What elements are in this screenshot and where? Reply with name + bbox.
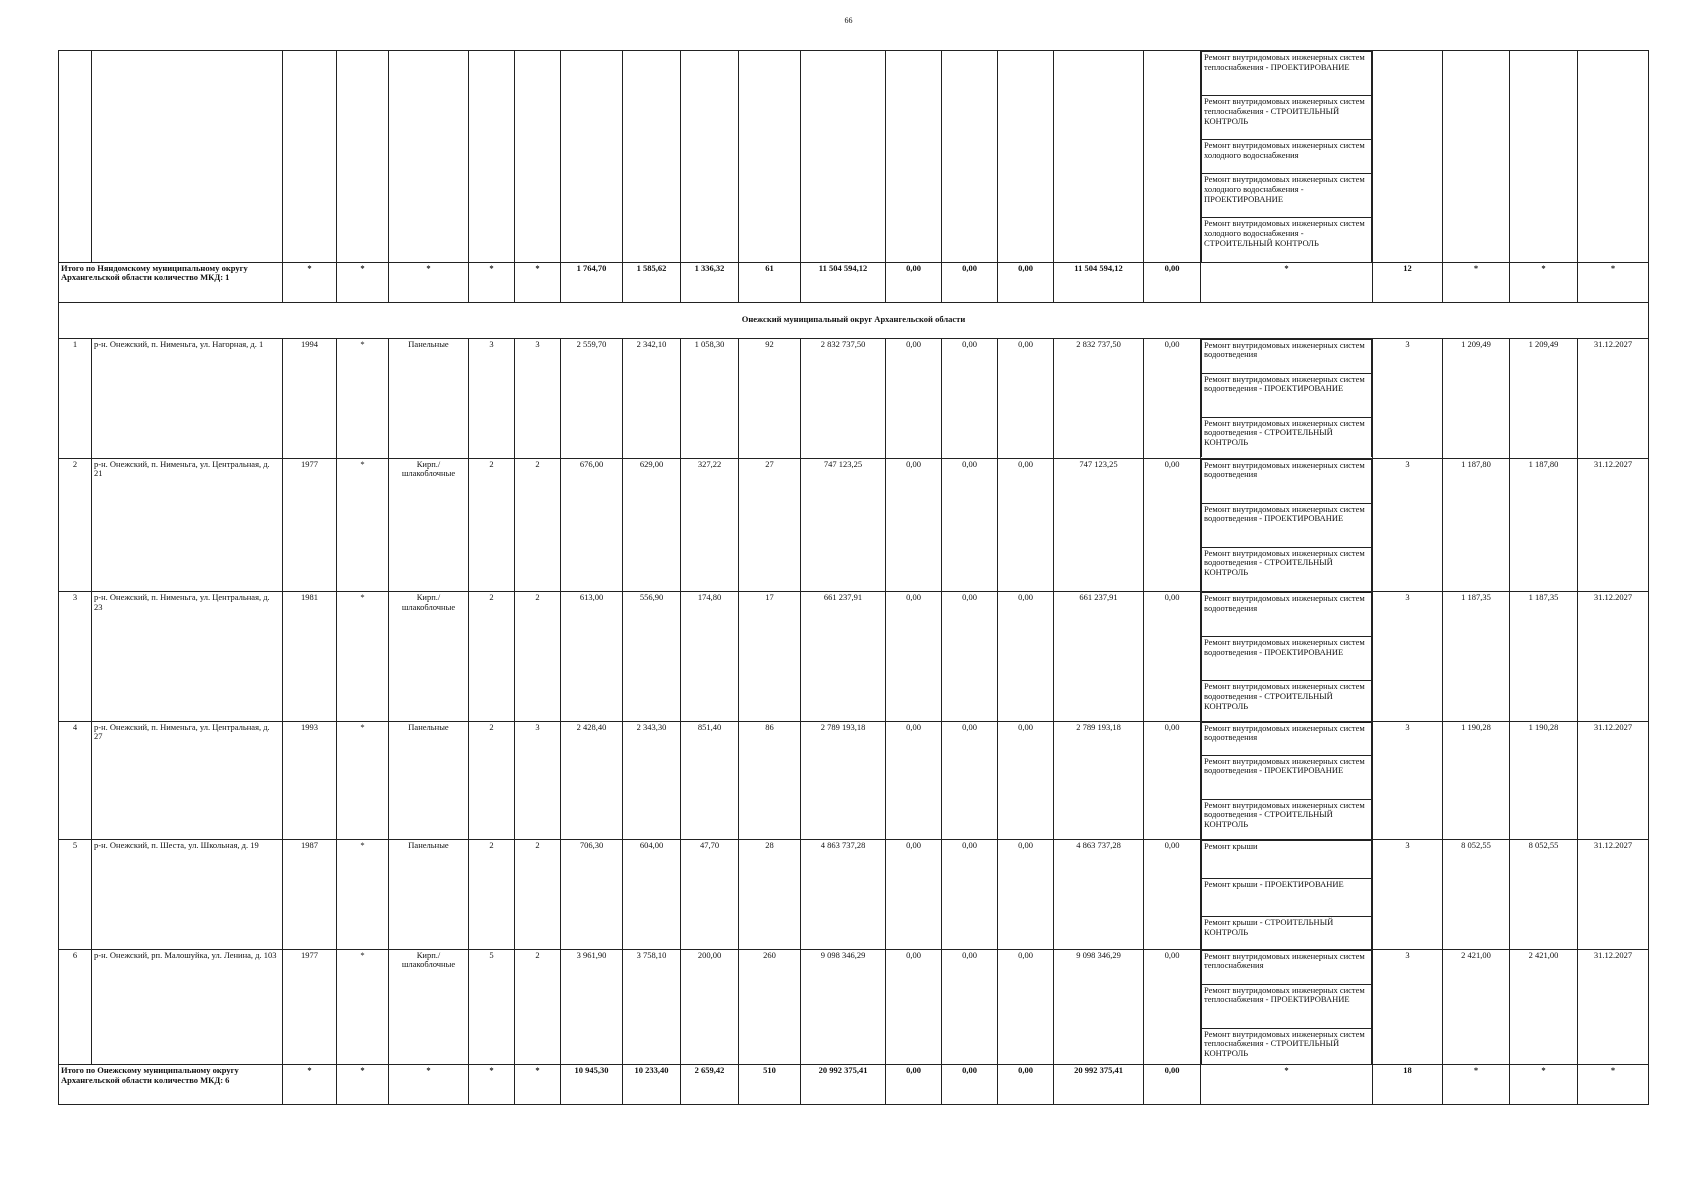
cell-u2: 1 209,49 xyxy=(1510,338,1578,458)
cell-f2: 0,00 xyxy=(942,840,998,950)
works-cell xyxy=(1201,592,1373,722)
total-cell-count: 18 xyxy=(1373,1065,1443,1105)
cell-c2: * xyxy=(337,592,389,722)
cell-c2: * xyxy=(337,949,389,1065)
cell-f2: 0,00 xyxy=(942,458,998,592)
works-cell xyxy=(1201,51,1373,263)
work-item: Ремонт внутридомовых инженерных систем водоотведения - ПРОЕКТИРОВАНИЕ xyxy=(1202,503,1372,547)
cell-address: р-н. Онежский, п. Нименьга, ул. Нагорная, д. 1 xyxy=(92,338,283,458)
total-cell-area_other: 2 659,42 xyxy=(681,1065,739,1105)
cell-u2: 8 052,55 xyxy=(1510,840,1578,950)
works-list xyxy=(1201,51,1372,262)
cell-a1: 3 961,90 xyxy=(561,949,623,1065)
cell-f5: 0,00 xyxy=(1144,721,1201,840)
cell-floors: 2 xyxy=(469,840,515,950)
cell-address: р-н. Онежский, п. Нименьга, ул. Центральная, д. 27 xyxy=(92,721,283,840)
cell-a1: 613,00 xyxy=(561,592,623,722)
cell-date: 31.12.2027 xyxy=(1578,458,1649,592)
cell-floors: 5 xyxy=(469,949,515,1065)
cell-res: 92 xyxy=(739,338,801,458)
works-list xyxy=(1201,722,1372,840)
cell-floors: 2 xyxy=(469,592,515,722)
cell-a1: 2 559,70 xyxy=(561,338,623,458)
work-item: Ремонт внутридомовых инженерных систем водоотведения xyxy=(1202,339,1372,373)
total-label: Итого по Няндомскому муниципальному округу Архангельской области количество МКД: 1 xyxy=(59,262,283,302)
cell-year: 1977 xyxy=(283,458,337,592)
cell-year: 1994 xyxy=(283,338,337,458)
cell-a2: 2 343,30 xyxy=(623,721,681,840)
cell-res: 17 xyxy=(739,592,801,722)
works-cell xyxy=(1201,721,1373,840)
cell-u1: 1 190,28 xyxy=(1443,721,1510,840)
table-row xyxy=(59,458,1649,592)
total-cell-residents: 510 xyxy=(739,1065,801,1105)
cell-num: 5 xyxy=(59,840,92,950)
cell-c2: * xyxy=(337,458,389,592)
total-cell-area_residential: 10 233,40 xyxy=(623,1065,681,1105)
work-item: Ремонт внутридомовых инженерных систем водоотведения xyxy=(1202,722,1372,755)
cell-material: Панельные xyxy=(389,840,469,950)
cell-material: Панельные xyxy=(389,338,469,458)
work-item: Ремонт внутридомовых инженерных систем теплоснабжения - СТРОИТЕЛЬНЫЙ КОНТРОЛЬ xyxy=(1202,1028,1372,1064)
cell-res: 260 xyxy=(739,949,801,1065)
cell-date: 31.12.2027 xyxy=(1578,949,1649,1065)
total-cell-c2: * xyxy=(337,1065,389,1105)
cell-date: 31.12.2027 xyxy=(1578,721,1649,840)
cell-a3: 327,22 xyxy=(681,458,739,592)
total-row-nyandoma: Итого по Няндомскому муниципальному округу Архангельской области количество МКД: 1 * * * * * 1 764,70 1 585,62 1 336,32 61 11 504 594,12 0,00 0,00 0,00 11 504 594,12 0,00 * 12 * * * xyxy=(59,262,1649,302)
cell-cnt: 3 xyxy=(1373,840,1443,950)
total-label: Итого по Онежскому муниципальному округу Архангельской области количество МКД: 6 xyxy=(59,1065,283,1105)
work-item: Ремонт внутридомовых инженерных систем водоотведения - ПРОЕКТИРОВАНИЕ xyxy=(1202,373,1372,417)
cell-f5: 0,00 xyxy=(1144,949,1201,1065)
total-cell-c4: * xyxy=(469,1065,515,1105)
cell-a1: 706,30 xyxy=(561,840,623,950)
work-item: Ремонт крыши - СТРОИТЕЛЬНЫЙ КОНТРОЛЬ xyxy=(1202,917,1372,949)
total-cell-f5: 0,00 xyxy=(1144,1065,1201,1105)
cell-cnt: 3 xyxy=(1373,592,1443,722)
work-item: Ремонт внутридомовых инженерных систем водоотведения xyxy=(1202,593,1372,637)
table-row xyxy=(59,721,1649,840)
cell-f4: 661 237,91 xyxy=(1054,592,1144,722)
total-cell-f4: 20 992 375,41 xyxy=(1054,1065,1144,1105)
cell-date: 31.12.2027 xyxy=(1578,592,1649,722)
works-cell xyxy=(1201,949,1373,1065)
total-cell-f1: 0,00 xyxy=(886,1065,942,1105)
page-number: 66 xyxy=(844,16,853,25)
cell-entrances: 3 xyxy=(515,338,561,458)
cell-cost: 2 832 737,50 xyxy=(801,338,886,458)
cell-entrances: 3 xyxy=(515,721,561,840)
cell-c2: * xyxy=(337,721,389,840)
section-header xyxy=(59,302,1649,338)
cell-f3: 0,00 xyxy=(998,721,1054,840)
cell-a3: 47,70 xyxy=(681,840,739,950)
cell-f1: 0,00 xyxy=(886,592,942,722)
cell-year: 1977 xyxy=(283,949,337,1065)
cell-f4: 4 863 737,28 xyxy=(1054,840,1144,950)
work-item: Ремонт внутридомовых инженерных систем теплоснабжения xyxy=(1202,950,1372,984)
cell-cost: 2 789 193,18 xyxy=(801,721,886,840)
work-item: Ремонт внутридомовых инженерных систем водоотведения - СТРОИТЕЛЬНЫЙ КОНТРОЛЬ xyxy=(1202,547,1372,591)
cell-cost: 9 098 346,29 xyxy=(801,949,886,1065)
cell-f2: 0,00 xyxy=(942,949,998,1065)
cell-f1: 0,00 xyxy=(886,840,942,950)
works-cell xyxy=(1201,840,1373,950)
work-item: Ремонт внутридомовых инженерных систем теплоснабжения - ПРОЕКТИРОВАНИЕ xyxy=(1202,52,1372,96)
cell-num: 6 xyxy=(59,949,92,1065)
cell-date: 31.12.2027 xyxy=(1578,840,1649,950)
cell-material: Кирп./ шлакоблочные xyxy=(389,458,469,592)
cell-f4: 9 098 346,29 xyxy=(1054,949,1144,1065)
cell-a2: 604,00 xyxy=(623,840,681,950)
total-cell-f2: 0,00 xyxy=(942,1065,998,1105)
cell-cost: 747 123,25 xyxy=(801,458,886,592)
works-cell xyxy=(1201,458,1373,592)
cell-cost: 661 237,91 xyxy=(801,592,886,722)
table-row xyxy=(59,592,1649,722)
cell-f1: 0,00 xyxy=(886,721,942,840)
table-row xyxy=(59,840,1649,950)
cell-address: р-н. Онежский, п. Нименьга, ул. Центральная, д. 21 xyxy=(92,458,283,592)
cell-f1: 0,00 xyxy=(886,949,942,1065)
work-item: Ремонт крыши - ПРОЕКТИРОВАНИЕ xyxy=(1202,879,1372,917)
cell-a3: 1 058,30 xyxy=(681,338,739,458)
cell-entrances: 2 xyxy=(515,592,561,722)
total-cell-cost_total: 20 992 375,41 xyxy=(801,1065,886,1105)
works-list xyxy=(1201,592,1372,721)
cell-a3: 174,80 xyxy=(681,592,739,722)
cell-f2: 0,00 xyxy=(942,592,998,722)
work-item: Ремонт внутридомовых инженерных систем водоотведения - СТРОИТЕЛЬНЫЙ КОНТРОЛЬ xyxy=(1202,681,1372,721)
cell-f3: 0,00 xyxy=(998,840,1054,950)
cell-f1: 0,00 xyxy=(886,338,942,458)
total-cell-c3: * xyxy=(389,1065,469,1105)
cell-a2: 2 342,10 xyxy=(623,338,681,458)
cell-address: р-н. Онежский, п. Шеста, ул. Школьная, д. 19 xyxy=(92,840,283,950)
cell-entrances: 2 xyxy=(515,949,561,1065)
cell-date: 31.12.2027 xyxy=(1578,338,1649,458)
table-row xyxy=(59,338,1649,458)
cell-f4: 2 832 737,50 xyxy=(1054,338,1144,458)
total-cell-c1: * xyxy=(283,1065,337,1105)
cell-cnt: 3 xyxy=(1373,721,1443,840)
cell-floors: 3 xyxy=(469,338,515,458)
cell-f5: 0,00 xyxy=(1144,338,1201,458)
cell-a2: 629,00 xyxy=(623,458,681,592)
cell-num: 1 xyxy=(59,338,92,458)
cell-u2: 1 187,80 xyxy=(1510,458,1578,592)
total-row-onega xyxy=(59,1065,1649,1105)
cell-f5: 0,00 xyxy=(1144,840,1201,950)
total-cell-u1: * xyxy=(1443,1065,1510,1105)
total-cell-work: * xyxy=(1201,1065,1373,1105)
total-cell-area_total: 10 945,30 xyxy=(561,1065,623,1105)
work-item: Ремонт внутридомовых инженерных систем водоотведения - ПРОЕКТИРОВАНИЕ xyxy=(1202,637,1372,681)
section-title: Онежский муниципальный округ Архангельской области xyxy=(59,302,1649,338)
cell-f3: 0,00 xyxy=(998,338,1054,458)
cell-cost: 4 863 737,28 xyxy=(801,840,886,950)
total-cell-u3: * xyxy=(1578,1065,1649,1105)
cell-year: 1981 xyxy=(283,592,337,722)
table-row xyxy=(59,949,1649,1065)
cell-a3: 851,40 xyxy=(681,721,739,840)
cell-f4: 747 123,25 xyxy=(1054,458,1144,592)
cell-entrances: 2 xyxy=(515,458,561,592)
cell-num: 2 xyxy=(59,458,92,592)
cell-num: 3 xyxy=(59,592,92,722)
works-list xyxy=(1201,950,1372,1065)
continuation-row xyxy=(59,51,1649,263)
cell-u1: 8 052,55 xyxy=(1443,840,1510,950)
cell-cnt: 3 xyxy=(1373,338,1443,458)
cell-material: Кирп./ шлакоблочные xyxy=(389,592,469,722)
cell-address: р-н. Онежский, рп. Малошуйка, ул. Ленина, д. 103 xyxy=(92,949,283,1065)
cell-u1: 2 421,00 xyxy=(1443,949,1510,1065)
cell-a2: 556,90 xyxy=(623,592,681,722)
cell-res: 28 xyxy=(739,840,801,950)
cell-f1: 0,00 xyxy=(886,458,942,592)
cell-f2: 0,00 xyxy=(942,721,998,840)
cell-u2: 1 187,35 xyxy=(1510,592,1578,722)
cell-f4: 2 789 193,18 xyxy=(1054,721,1144,840)
work-item: Ремонт внутридомовых инженерных систем холодного водоснабжения xyxy=(1202,140,1372,174)
cell-c2: * xyxy=(337,338,389,458)
work-item: Ремонт внутридомовых инженерных систем водоотведения - СТРОИТЕЛЬНЫЙ КОНТРОЛЬ xyxy=(1202,417,1372,457)
cell-u2: 1 190,28 xyxy=(1510,721,1578,840)
work-item: Ремонт крыши xyxy=(1202,841,1372,879)
cell-res: 27 xyxy=(739,458,801,592)
cell-f5: 0,00 xyxy=(1144,592,1201,722)
cell-address: р-н. Онежский, п. Нименьга, ул. Центральная, д. 23 xyxy=(92,592,283,722)
total-cell-c5: * xyxy=(515,1065,561,1105)
cell-cnt: 3 xyxy=(1373,949,1443,1065)
cell-material: Панельные xyxy=(389,721,469,840)
work-item: Ремонт внутридомовых инженерных систем теплоснабжения - ПРОЕКТИРОВАНИЕ xyxy=(1202,984,1372,1028)
total-cell-u2: * xyxy=(1510,1065,1578,1105)
total-cell-f3: 0,00 xyxy=(998,1065,1054,1105)
cell-cnt: 3 xyxy=(1373,458,1443,592)
work-item: Ремонт внутридомовых инженерных систем холодного водоснабжения - СТРОИТЕЛЬНЫЙ КОНТРОЛЬ xyxy=(1202,218,1372,262)
work-item: Ремонт внутридомовых инженерных систем водоотведения - ПРОЕКТИРОВАНИЕ xyxy=(1202,755,1372,799)
cell-a1: 2 428,40 xyxy=(561,721,623,840)
cell-year: 1987 xyxy=(283,840,337,950)
work-item: Ремонт внутридомовых инженерных систем теплоснабжения - СТРОИТЕЛЬНЫЙ КОНТРОЛЬ xyxy=(1202,96,1372,140)
cell-num: 4 xyxy=(59,721,92,840)
works-list xyxy=(1201,840,1372,949)
cell-c2: * xyxy=(337,840,389,950)
works-cell xyxy=(1201,338,1373,458)
repair-register-table xyxy=(58,50,1649,1105)
cell-entrances: 2 xyxy=(515,840,561,950)
work-item: Ремонт внутридомовых инженерных систем водоотведения - СТРОИТЕЛЬНЫЙ КОНТРОЛЬ xyxy=(1202,799,1372,839)
work-item: Ремонт внутридомовых инженерных систем холодного водоснабжения - ПРОЕКТИРОВАНИЕ xyxy=(1202,174,1372,218)
cell-f3: 0,00 xyxy=(998,458,1054,592)
cell-u1: 1 209,49 xyxy=(1443,338,1510,458)
cell-a1: 676,00 xyxy=(561,458,623,592)
cell-floors: 2 xyxy=(469,458,515,592)
cell-a3: 200,00 xyxy=(681,949,739,1065)
cell-floors: 2 xyxy=(469,721,515,840)
cell-u1: 1 187,35 xyxy=(1443,592,1510,722)
cell-u1: 1 187,80 xyxy=(1443,458,1510,592)
cell-f3: 0,00 xyxy=(998,592,1054,722)
cell-f3: 0,00 xyxy=(998,949,1054,1065)
cell-u2: 2 421,00 xyxy=(1510,949,1578,1065)
cell-f5: 0,00 xyxy=(1144,458,1201,592)
work-item: Ремонт внутридомовых инженерных систем водоотведения xyxy=(1202,459,1372,503)
works-list xyxy=(1201,339,1372,458)
cell-year: 1993 xyxy=(283,721,337,840)
cell-f2: 0,00 xyxy=(942,338,998,458)
works-list xyxy=(1201,459,1372,592)
cell-a2: 3 758,10 xyxy=(623,949,681,1065)
cell-res: 86 xyxy=(739,721,801,840)
cell-material: Кирп./ шлакоблочные xyxy=(389,949,469,1065)
